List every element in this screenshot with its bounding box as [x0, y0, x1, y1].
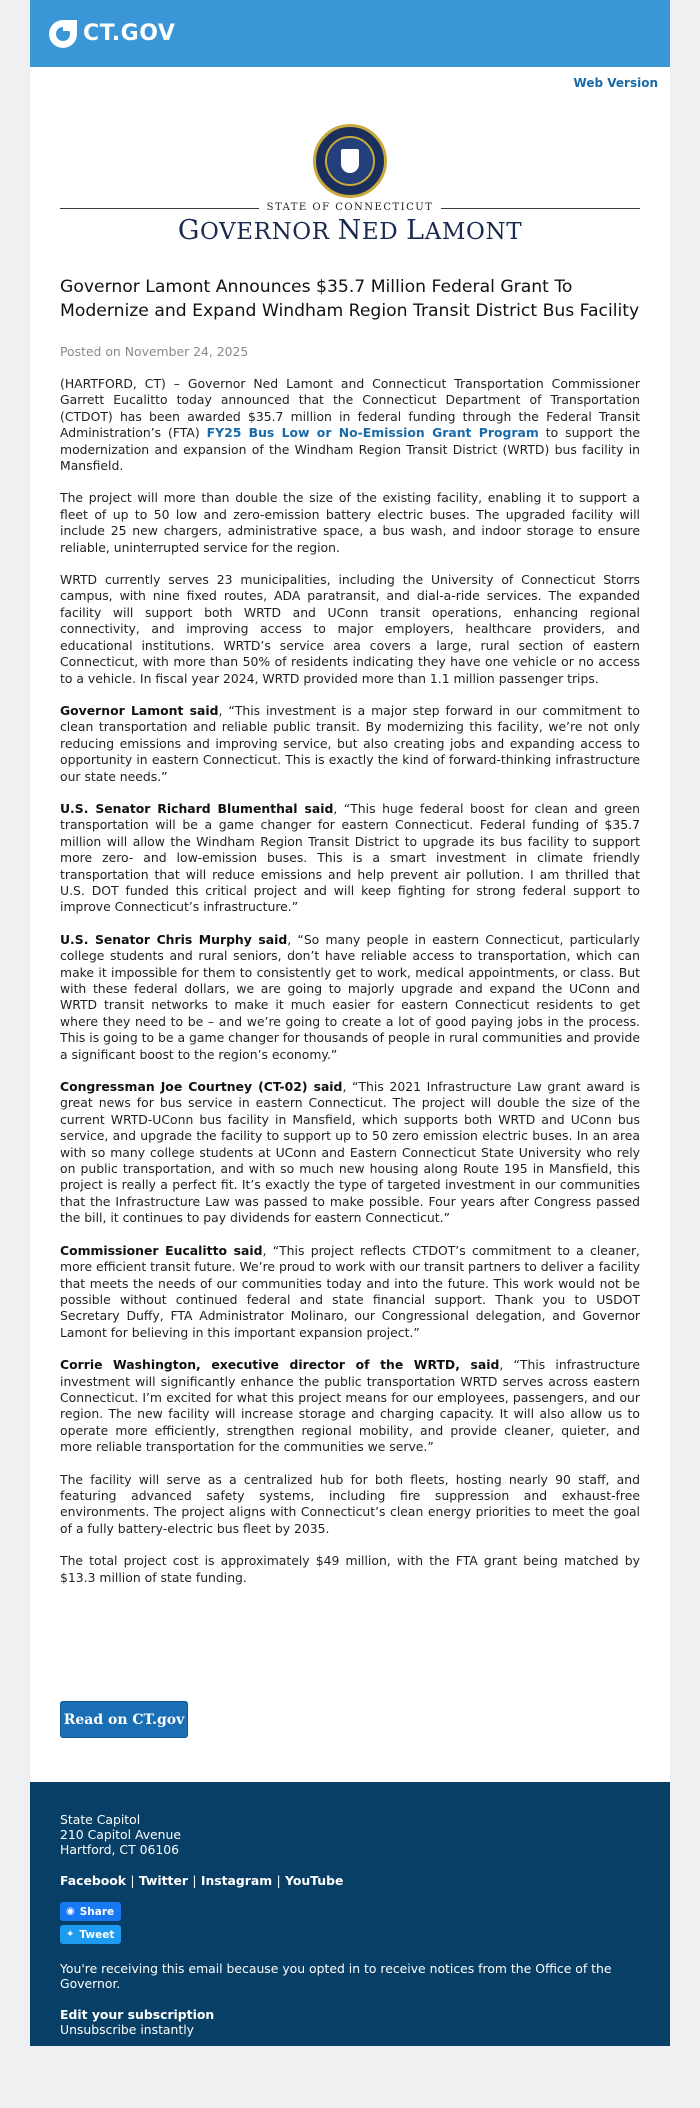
- web-version-link[interactable]: Web Version: [573, 76, 658, 90]
- twitter-bird-icon: ✦: [66, 1929, 75, 1940]
- subscription-notice: You're receiving this email because you opted in to receive notices from the Office of the Governor.: [60, 1961, 612, 1991]
- facebook-share-button[interactable]: ◉ Share: [60, 1902, 121, 1921]
- ct-logo-icon[interactable]: [49, 20, 77, 48]
- edit-subscription-link[interactable]: Edit your subscription: [60, 2007, 215, 2022]
- footer: [30, 1782, 670, 2046]
- quote-blumenthal: U.S. Senator Richard Blumenthal said, “This huge federal boost for clean and green transportation will be a game changer for eastern Connecticut. Federal funding of $35.7 million will allow the Windham Region Transit District to upgrade its bus facility to support more zero- and low-emission buses. This is a smart investment in climate friendly transportation that will reduce emissions and help prevent air pollution. I am thrilled that U.S. DOT funded this critical project and will keep fighting for strong federal support to improve Connecticut’s infrastructure.”: [60, 800, 640, 915]
- paragraph-wrtd: WRTD currently serves 23 municipalities, including the University of Connecticut Storrs campus, with nine fixed routes, ADA paratransit, and dial-a-ride services. The expanded facility will support both WRTD and UConn transit operations, enhancing regional connectivity, and improving access to major employers, healthcare providers, and educational institutions. WRTD’s service area covers a large, rural section of eastern Connecticut, with more than 50% of residents indicating they have one vehicle or no access to a vehicle. In fiscal year 2024, WRTD provided more than 1.1 million passenger trips.: [60, 572, 640, 686]
- twitter-tweet-button[interactable]: ✦ Tweet: [60, 1925, 121, 1944]
- paragraph-facility: The facility will serve as a centralized hub for both fleets, hosting nearly 90 staff, and featuring advanced safety systems, including fire suppression and exhaust-free environments. The project aligns with Connecticut’s clean energy priorities to meet the goal of a fully battery-electric bus fleet by 2035.: [60, 1471, 640, 1536]
- quote-eucalitto: Commissioner Eucalitto said, “This project reflects CTDOT’s commitment to a cleaner, more efficient transit future. We’re proud to work with our transit partners to deliver a facility that meets the needs of our communities today and into the future. This work would not be possible without continued federal and state financial support. Thank you to USDOT Secretary Duffy, FTA Administrator Molinaro, our Congressional delegation, and Governor Lamont for believing in this important expansion project.”: [60, 1242, 640, 1340]
- paragraph-intro: (HARTFORD, CT) – Governor Ned Lamont and Connecticut Transportation Commissioner Garrett Eucalitto today announced that the Connecticut Department of Transportation (CTDOT) has been awarded $35.7 million in federal funding through the Federal Transit Administration’s (FTA) FY25 Bus Low or No-Emission Grant Program to support the modernization and expansion of the Windham Region Transit District (WRTD) bus facility in Mansfield.: [60, 376, 640, 474]
- paragraph-cost: The total project cost is approximately $49 million, with the FTA grant being matched by $13.3 million of state funding.: [60, 1553, 640, 1585]
- ct-gov-logo-text[interactable]: CT.GOV: [83, 21, 176, 46]
- posted-date: Posted on November 24, 2025: [60, 344, 249, 359]
- state-seal-icon: [313, 124, 387, 198]
- article-body: [60, 275, 640, 1586]
- article-title: Governor Lamont Announces $35.7 Million Federal Grant To Modernize and Expand Windham Region Transit District Bus Facility: [60, 277, 640, 321]
- youtube-link[interactable]: YouTube: [285, 1873, 344, 1888]
- state-label-row: [30, 202, 670, 213]
- instagram-link[interactable]: Instagram: [200, 1873, 273, 1888]
- social-links: Facebook | Twitter | Instagram | YouTube: [60, 1873, 344, 1888]
- quote-murphy: U.S. Senator Chris Murphy said, “So many people in eastern Connecticut, particularly college students and rural seniors, don’t have reliable access to transportation, which can make it impossible for them to consistently get to work, medical appointments, or class. But with these federal dollars, we are going to majorly upgrade and expand the UConn and WRTD transit networks to make it much easier for eastern Connecticut residents to get where they need to be – and we’re going to create a lot of good paying jobs in the process. This is going to be a game changer for thousands of people in rural communities and provide a significant boost to the region’s economy.”: [60, 931, 640, 1062]
- quote-governor: Governor Lamont said, “This investment is a major step forward in our commitment to clean transportation and reliable public transit. By modernizing this facility, we’re not only reducing emissions and improving service, but also creating jobs and expanding access to opportunity in eastern Connecticut. This is exactly the kind of forward-thinking infrastructure our state needs.”: [60, 702, 641, 784]
- facebook-link[interactable]: Facebook: [60, 1873, 126, 1888]
- twitter-link[interactable]: Twitter: [138, 1873, 188, 1888]
- facebook-icon: ◉: [66, 1906, 75, 1917]
- state-label: STATE OF CONNECTICUT: [259, 202, 442, 213]
- email-container: [30, 0, 670, 2046]
- footer-address: State Capitol 210 Capitol Avenue Hartford, CT 06106: [60, 1812, 181, 1857]
- quote-courtney: Congressman Joe Courtney (CT-02) said, “This 2021 Infrastructure Law grant award is great news for bus service in eastern Connecticut. The project will double the size of the current WRTD-UConn bus facility in Mansfield, which supports both WRTD and UConn bus service, and upgrade the facility to support up to 50 zero emission electric buses. In an area with so many college students at UConn and Eastern Connecticut State University who rely on public transportation, and with so much new housing along Route 195 in Mansfield, this project is really a perfect fit. It’s exactly the type of targeted investment in our communities that the Infrastructure Law was passed to make possible. Four years after Congress passed the bill, it continues to pay dividends for eastern Connecticut.”: [60, 1079, 640, 1226]
- unsubscribe-link[interactable]: Unsubscribe instantly: [60, 2022, 195, 2037]
- governor-name: GOVERNOR NED LAMONT: [177, 215, 523, 246]
- paragraph-project: The project will more than double the size of the existing facility, enabling it to support a fleet of up to 50 low and zero-emission battery electric buses. The upgraded facility will include 25 new chargers, administrative space, a bus wash, and indoor storage to ensure reliable, uninterrupted service for the region.: [60, 490, 640, 555]
- grant-program-link[interactable]: FY25 Bus Low or No-Emission Grant Program: [206, 425, 539, 441]
- read-on-ctgov-button[interactable]: Read on CT.gov: [60, 1701, 188, 1738]
- quote-washington: Corrie Washington, executive director of the WRTD, said, “This infrastructure investment will significantly enhance the public transportation WRTD serves across eastern Connecticut. I’m excited for what this project means for our employees, passengers, and our region. The new facility will increase storage and charging capacity. It will also allow us to operate more efficiently, strengthen regional mobility, and provide cleaner, quieter, and more reliable transportation for the communities we serve.”: [60, 1357, 640, 1455]
- header-bar: [30, 0, 670, 67]
